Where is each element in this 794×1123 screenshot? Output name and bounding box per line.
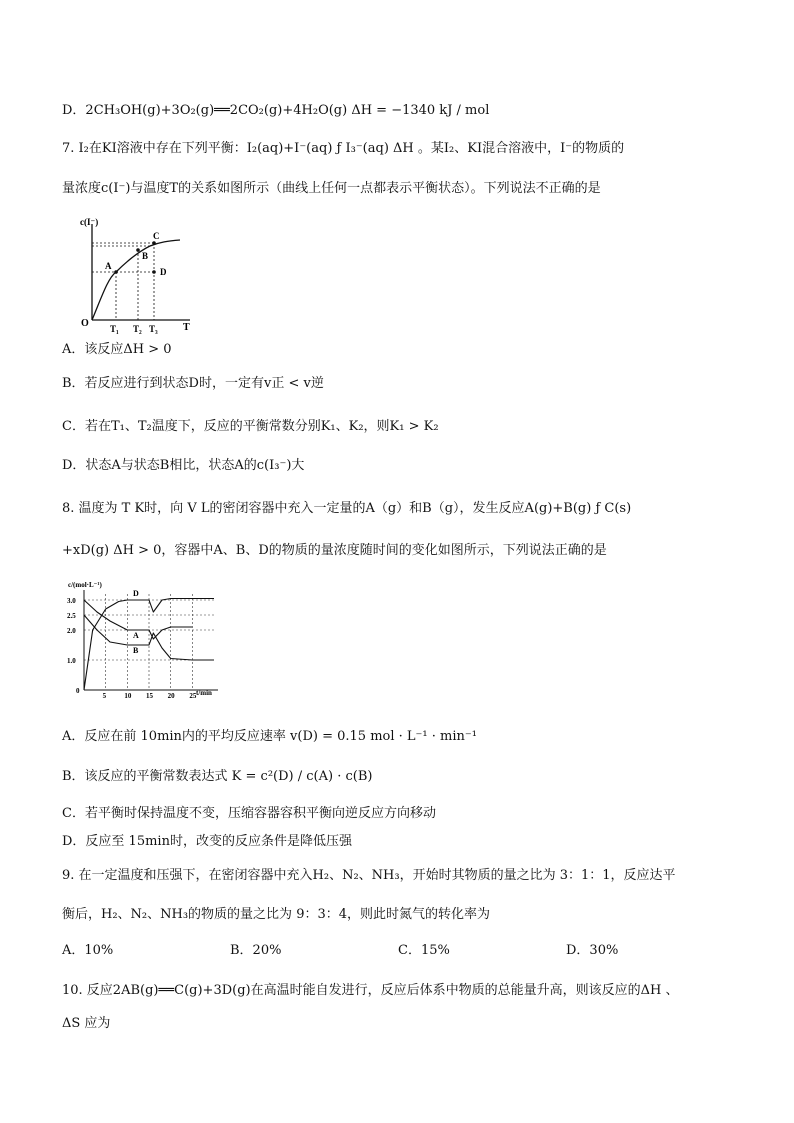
- q9-stem-line2: 衡后，H₂、N₂、NH₃的物质的量之比为 9：3：4，则此时氮气的转化率为: [62, 907, 491, 922]
- point-b-dot: [136, 248, 140, 252]
- point-a-dot: [114, 270, 118, 274]
- q8-series-label-b: B: [133, 646, 139, 655]
- q10-stem-line2: ΔS 应为: [62, 1016, 111, 1031]
- point-c-dot: [152, 241, 156, 245]
- q8-option-a: A．反应在前 10min内的平均反应速率 v(D) = 0.15 mol · L⁻¹ · min⁻¹: [62, 729, 477, 744]
- q7-origin-label: O: [81, 318, 89, 329]
- q7-y-label: c(I⁻): [80, 217, 99, 227]
- q7-option-c: C．若在T₁、T₂温度下，反应的平衡常数分别K₁、K₂，则K₁ > K₂: [62, 419, 439, 434]
- q8-chart: [64, 578, 224, 706]
- q8-x-tick-label-3: 20: [167, 692, 175, 700]
- q8-series-line-b: [84, 615, 214, 660]
- q7-tick-t2: T₂: [133, 324, 142, 334]
- q8-option-c: C．若平衡时保持温度不变，压缩容器容积平衡向逆反应方向移动: [62, 806, 436, 821]
- q8-x-label: t/min: [196, 689, 212, 697]
- q7-point-c-label: C: [153, 231, 160, 241]
- q7-point-b-label: B: [142, 251, 149, 261]
- q7-option-b: B．若反应进行到状态D时，一定有v正 < v逆: [62, 376, 324, 391]
- q7-stem-line2: 量浓度c(I⁻)与温度T的关系如图所示（曲线上任何一点都表示平衡状态）。下列说法不正确的是: [62, 181, 601, 196]
- q7-point-a-label: A: [105, 261, 112, 271]
- q9-option-b: B．20%: [230, 943, 282, 958]
- q9-option-a: A．10%: [62, 943, 114, 958]
- q8-stem-line2: +xD(g) ΔH > 0，容器中A、B、D的物质的量浓度随时间的变化如图所示，下列说法正确的是: [62, 543, 607, 558]
- q7-tick-t3: T₃: [149, 324, 158, 334]
- q8-y-tick-label-0: 0: [76, 687, 80, 695]
- q7-option-a: A．该反应ΔH > 0: [62, 342, 172, 357]
- q7-stem-line1: 7. I₂在KI溶液中存在下列平衡：I₂(aq)+I⁻(aq) ƒ I₃⁻(aq) ΔH 。某I₂、KI混合溶液中，I⁻的物质的: [62, 141, 625, 156]
- q8-y-tick-label-2: 2.0: [67, 627, 76, 635]
- q8-y-tick-label-4: 3.0: [67, 597, 76, 605]
- q8-x-tick-label-0: 5: [102, 692, 107, 700]
- q8-stem-line1: 8. 温度为 T K时，向 V L的密闭容器中充入一定量的A（g）和B（g），发生反应A(g)+B(g) ƒ C(s): [62, 501, 632, 516]
- q8-x-tick-label-1: 10: [124, 692, 132, 700]
- q8-x-tick-label-2: 15: [146, 692, 153, 700]
- q7-x-label: T: [183, 322, 190, 333]
- q8-option-b: B．该反应的平衡常数表达式 K = c²(D) / c(A) · c(B): [62, 769, 373, 784]
- q8-series-label-d: D: [133, 589, 139, 598]
- q9-option-d: D．30%: [566, 943, 619, 958]
- q8-y-tick-label-3: 2.5: [67, 612, 76, 620]
- q8-y-label: c/(mol·L⁻¹): [68, 581, 102, 589]
- point-d-dot: [152, 270, 156, 274]
- q10-stem-line1: 10. 反应2AB(g)══C(g)+3D(g)在高温时能自发进行，反应后体系中物质的总能量升高，则该反应的ΔH 、: [62, 983, 679, 998]
- q7-option-d: D．状态A与状态B相比，状态A的c(I₃⁻)大: [62, 458, 305, 473]
- q7-tick-t1: T₁: [110, 324, 119, 334]
- q7-point-d-label: D: [160, 267, 167, 277]
- q9-stem-line1: 9. 在一定温度和压强下，在密闭容器中充入H₂、N₂、NH₃，开始时其物质的量之比为 3：1：1，反应达平: [62, 868, 676, 883]
- q7-figure: [78, 216, 198, 340]
- q8-y-tick-label-1: 1.0: [67, 657, 76, 665]
- q8-x-tick-label-4: 25: [189, 692, 197, 700]
- q8-option-d: D．反应至 15min时，改变的反应条件是降低压强: [62, 834, 352, 849]
- q8-series-label-a: A: [133, 631, 139, 640]
- q6-option-d: D．2CH₃OH(g)+3O₂(g)══2CO₂(g)+4H₂O(g) ΔH = −1340 kJ / mol: [62, 103, 490, 118]
- q9-option-c: C．15%: [398, 943, 450, 958]
